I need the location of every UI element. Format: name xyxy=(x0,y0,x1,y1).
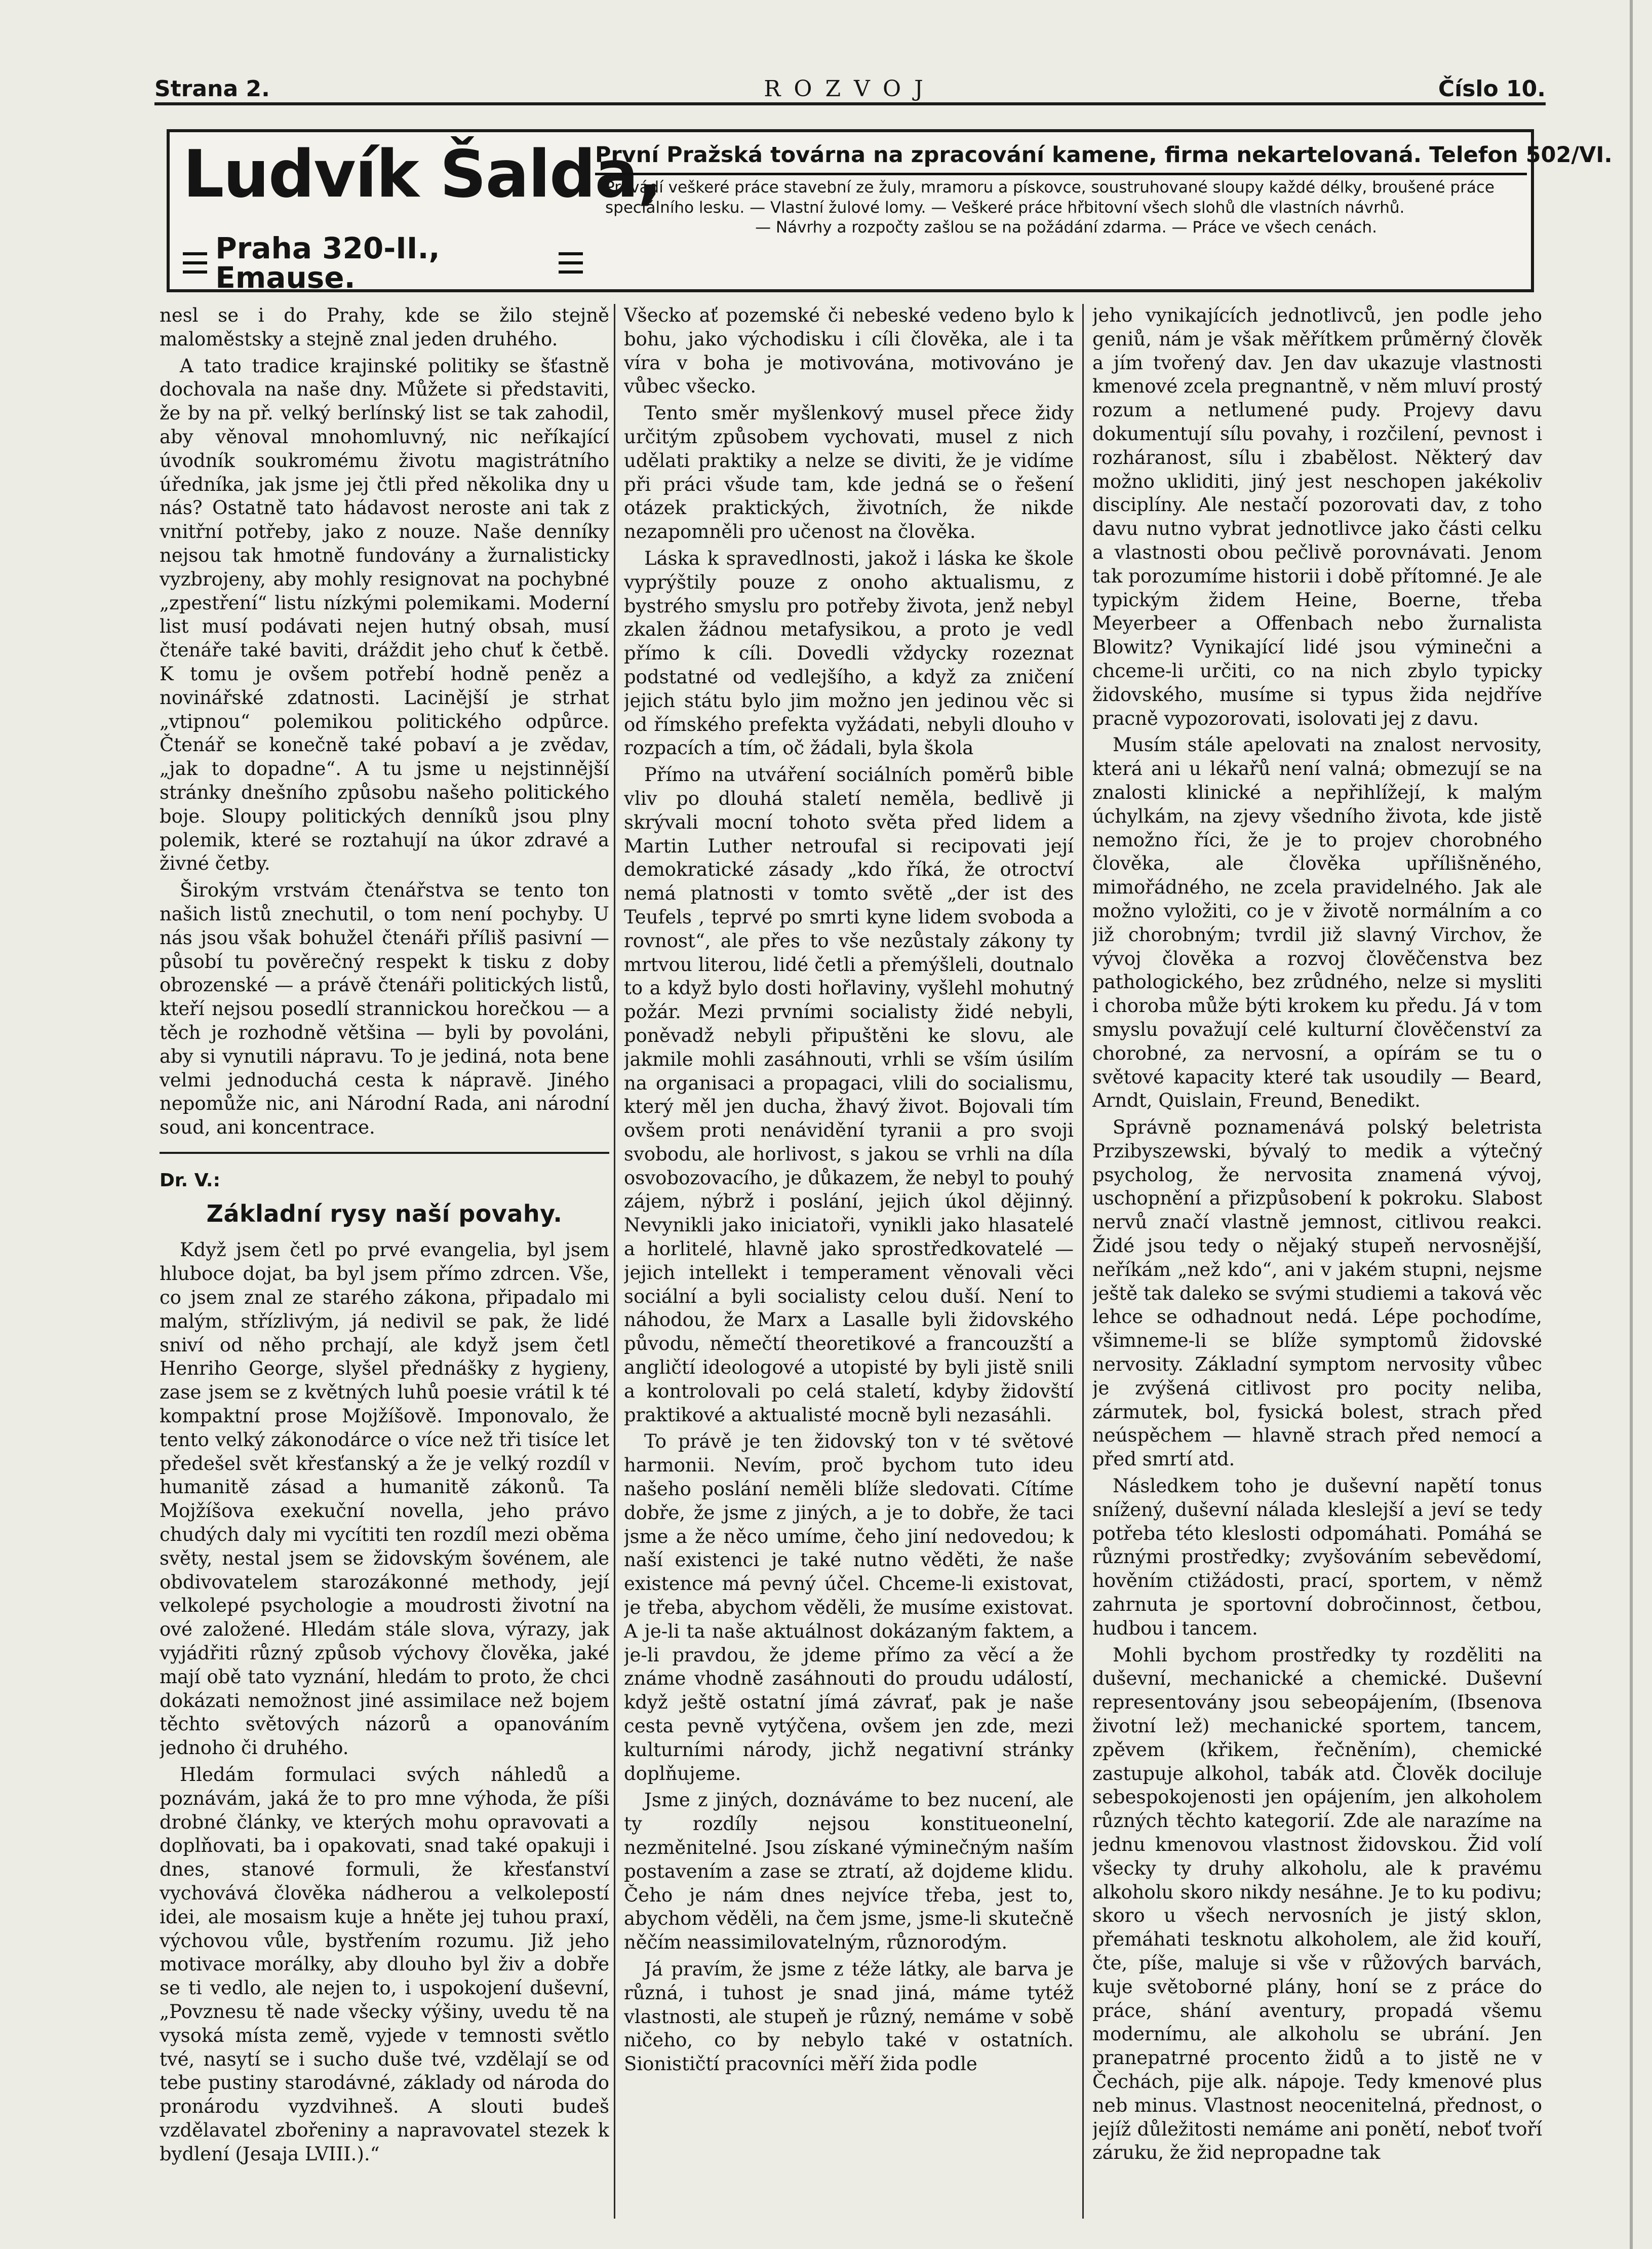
scan-edge-mark xyxy=(1630,0,1633,2249)
article-columns xyxy=(154,304,1546,2219)
advertisement-box xyxy=(167,129,1612,295)
paragraph: Správně poznamenává polský beletrista Przibyszewski, bývalý to medik a výtečný psycholog, že nervosita znamená vývoj, uschopnění a přizpůsobení k pokroku. Slabost nervů značí vlastně jemnost, citlivou reakci. Židé jsou tedy o nějaký stupeň nervosnější, neříkám „než kdo“, ani v jakém stupni, nejsme ještě tak daleko se svými studiemi a taková věc lehce se odhadnout nedá. Lépe pochodíme, všimneme-li se blíže symptomů židovské nervosity. Základní symptom nervosity vůbec je zvýšená citlivost pro pocity neliba, zármutek, bol, fysická bolest, strach před neúspěchem — hlavně strach před nemocí a před smrtí atd. xyxy=(1092,1116,1542,1470)
ad-line: — Návrhy a rozpočty zašlou se na požádání zdarma. — Práce ve všech cenách. xyxy=(755,218,1377,237)
paragraph: Když jsem četl po prvé evangelia, byl jsem hluboce dojat, ba byl jsem přímo zdrcen. Vše, co jsem znal ze starého zákona, připadalo mi malým, střízlivým, já nedivil se pak, že lidé sniví od něho prchají, ale když jsem četl Henriho George, slyšel přednášky z hygieny, zase jsem se z květných luhů poesie vrátil k té kompaktní prose Mojžíšově. Imponovalo, že tento velký zákonodárce o více než tři tisíce let předešel svět křesťanský a že je velký rozdíl v humanitě zásad a humanitě zákonů. Ta Mojžíšova exekuční novella, jeho právo chudých daly mi vycítiti ten rozdíl mezi oběma světy, nestal jsem se židovským šovénem, ale obdivovatelem starozákonné methody, její velkolepé psychologie a moudrosti životní na ové založené. Hledám stále slova, výrazy, jak vyjádřiti různý způsob výchovy člověka, jaké mají obě tato vyznání, hledám to proto, že chci dokázati nemožnost jiné assimilace než bojem těchto světových názorů a opanováním jednoho či druhého. xyxy=(160,1239,609,1759)
paragraph: Musím stále apelovati na znalost nervosity, která ani u lékařů není valná; obmezují se na znalosti klinické a nepřihlížejí, k malým úchylkám, na zjevy všedního života, kde jistě nemožno říci, že je to projev chorobného člověka, ale člověka upřílišněného, mimořádného, ne zcela pravidelného. Jak ale možno vyložiti, co je v životě normálním a co již chorobným; tvrdil již slavný Virchov, že vývoj člověka a rozvoj člověčenstva bez pathologického, bez zrůdného, nelze si mysliti i choroba může býti krokem ku předu. Já v tom smyslu považují celé kulturní člověčenství za chorobné, za nervosní, a opírám se tu o světové kapacity které tak usoudily — Beard, Arndt, Quislain, Freund, Benedikt. xyxy=(1092,734,1542,1112)
issue-number: Číslo 10. xyxy=(1438,76,1546,102)
paragraph: jeho vynikajících jednotlivců, jen podle jeho geniů, nám je však měřítkem průměrný člověk a jím tvořený dav. Jen dav ukazuje vlastnosti kmenové zcela pregnantně, v něm mluví prostý rozum a netlumené pudy. Projevy davu dokumentují sílu povahy, i rozčilení, pevnost i rozháranost, sílu i zbabělost. Některý dav možno ukliditi, jiný jest neschopen jakékoliv disciplíny. Ale nestačí pozorovati dav, z toho davu nutno vybrat jednotlivce jako části celku a vlastnosti obou pečlivě porovnávati. Jenom tak porozumíme historii i době přítomné. Je ale typickým židem Heine, Boerne, třeba Meyerbeer a Offenbach nebo žurnalista Blowitz? Vynikající lidé jsou výminečni a chceme-li určiti, co na nich zbylo typicky židovského, musíme si typus žida nejdříve pracně vypozorovati, isolovati jej z davu. xyxy=(1092,304,1542,729)
paragraph: Mohli bychom prostředky ty rozděliti na duševní, mechanické a chemické. Duševní representovány jsou sebeopájením, (Ibsenova životní lež) mechanické sportem, tancem, zpěvem (křikem, řečněním), chemické zastupuje alkohol, tabák atd. Člověk dociluje sebespokojenosti jen opájením, jen alkoholem různých těchto kategorií. Zde ale narazíme na jednu kmenovou vlastnost židovskou. Žid volí všecky ty druhy alkoholu, ale k pravému alkoholu skoro nikdy nesáhne. Je to ku podivu; skoro u všech nervosních je jistý sklon, přemáhati tesknotu alkoholem, ale žid kouří, čte, píše, maluje si vše v růžových barvách, kuje světoborné plány, honí se z práce do práce, shání aventury, propadá všemu modernímu, ale alkoholu se ubrání. Jen pranepatrné procento židů a to jistě ne v Čechách, pije alk. nápoje. Tedy kmenové plus neb minus. Vlastnost neocenitelná, přednost, o jejíž důležitosti nemáme ani ponětí, neboť tvoří záruku, že žid nepropadne tak xyxy=(1092,1644,1542,2164)
ornament-bars-icon xyxy=(559,252,583,274)
paragraph: nesl se i do Prahy, kde se žilo stejně maloměstsky a stejně znal jeden druhého. xyxy=(160,304,609,350)
page-number: Strana 2. xyxy=(154,76,270,102)
ad-address-text: Praha 320-II., Emause. xyxy=(215,231,440,295)
paragraph: Hledám formulaci svých náhledů a poznávám, jaká že to pro mne výhoda, že píši drobné články, ve kterých mohu opravovati a doplňovati, ba i opakovati, snad také opakuji i dnes, stanové formuli, že křesťanství vychovává člověka nádherou a velkolepostí idei, ale mosaism kuje a hněte jej tuhou praxí, výchovou vůle, bystřením rozumu. Již jeho motivace morálky, aby dlouho byl živ a dobře se ti vedlo, ale nejen to, i uspokojení duševní, „Povznesu tě nade všecky výšiny, uvedu tě na vysoká místa země, vyjede v temnosti světlo tvé, nasytí se i sucho duše tvé, vzdělají se od tebe pustiny starodávné, základy od národa do pronárodu vyzdvihneš. A slouti budeš vzdělavatel zbořeniny a napravovatel stezek k bydlení (Jesaja LVIII.).“ xyxy=(160,1764,609,2165)
column-3 xyxy=(1092,304,1542,2219)
column-1 xyxy=(160,304,609,2219)
column-2 xyxy=(624,304,1074,2219)
ad-company-name: Ludvík Šalda, xyxy=(183,137,661,212)
header-rule xyxy=(154,102,1546,105)
paragraph: Láska k spravedlnosti, jakož i láska ke škole vyprýštily pouze z onoho aktualismu, z bystrého smyslu pro potřeby života, jenž nebyl zkalen žádnou metafysikou, a proto je vedl přímo k cíli. Dovedli vždycky rozeznat podstatné od vedlejšího, a když za zničení jejich státu bylo jim možno jen jedinou věc si od římského prefekta vyžádati, nebyli dlouho v rozpacích a tím, oč žádali, byla škola xyxy=(624,547,1074,759)
paragraph: Všecko ať pozemské či nebeské vedeno bylo k bohu, jako východisku i cíli člověka, ale i ta víra v boha je motivována, motivováno je vůbec všecko. xyxy=(624,304,1074,398)
ad-line: Provádí veškeré práce stavební ze žuly, mramoru a pískovce, soustruhované sloupy každé délky, broušené práce speciálního lesku. — Vlastní žulové lomy. — Veškeré práce hřbitovní všech slohů dle vlastních návrhů. xyxy=(605,178,1494,217)
paragraph: To právě je ten židovský ton v té světové harmonii. Nevím, proč bychom tuto ideu našeho poslání neměli blíže sledovati. Cítíme dobře, že jsme z jiných, a je to dobře, že taci jsme a že něco umíme, čeho jiní nedovedou; k naší existenci je také nutno věděti, že naše existence má pevný účel. Chceme-li existovat, je třeba, abychom věděli, že musíme existovat. A je-li ta naše aktuálnost dokázaným faktem, a je-li pravdou, že jdeme přímo za věcí a že známe vhodně zasáhnouti do proudu událostí, když ještě ostatní jímá závrať, pak je naše cesta pevně vytýčena, ovšem jen zde, mezi kulturními národy, jichž negativní stránky doplňujeme. xyxy=(624,1430,1074,1785)
running-header xyxy=(154,66,1546,106)
paragraph: Já pravím, že jsme z téže látky, ale barva je různá, i tuhost je snad jiná, máme tytéž vlastnosti, ale stupeň je různý, nemáme v sobě ničeho, co by nebylo také v ostatních. Sionističtí pracovníci měří žida podle xyxy=(624,1958,1074,2075)
paragraph: Tento směr myšlenkový musel přece židy určitým způsobem vychovati, musel z nich udělati praktiky a nelze se diviti, že je vidíme při práci všude tam, kde jedná se o řešení otázek praktických, životních, že nikde nezapomněli pro učenost na člověka. xyxy=(624,402,1074,543)
ornament-bars-icon xyxy=(183,252,207,274)
article-divider xyxy=(160,1152,609,1154)
newspaper-page xyxy=(154,56,1612,2229)
column-rule xyxy=(1082,304,1084,2219)
paragraph: A tato tradice krajinské politiky se šťastně dochovala na naše dny. Můžete si představiti, že by na př. velký berlínský list se tak zahodil, aby věnoval mnohomluvný, nic neříkající úvodník soukromému životu magistrátního úředníka, jak jsme jej čtli před několika dny u nás? Ostatně tato hádavost neroste ani tak z vnitřní potřeby, jako z nouze. Naše denníky nejsou tak hmotně fundovány a žurnalisticky vyzbrojeny, aby mohly resignovat na pochybné „zpestření“ listu nízkými polemikami. Moderní list musí podávati nejen hutný obsah, musí čtenáře také baviti, dráždit jeho chuť k četbě. K tomu je ovšem potřebí hodně peněz a novinářské zdatnosti. Lacinější je strhat „vtipnou“ polemikou politického odpůrce. Čtenář se konečně také pobaví a je zvědav, „jak to dopadne“. A tu jsme u nejstinnější stránky dnešního způsobu našeho politického boje. Sloupy politických denníků jsou plny polemik, které se roztahují na úkor zdravé a živné četby. xyxy=(160,355,609,875)
paragraph: Jsme z jiných, doznáváme to bez nucení, ale ty rozdíly nejsou konstitueonelní, nezměnitelné. Jsou získané výminečným naším postavením a zase se ztratí, až dojdeme klidu. Čeho je nám dnes nejvíce třeba, jest to, abychom věděli, na čem jsme, jsme-li skutečně něčím neassimilovatelným, různorodým. xyxy=(624,1789,1074,1954)
paragraph: Přímo na utváření sociálních poměrů bible vliv po dlouhá staletí neměla, bedlivě ji skrývali mocní tohoto světa před lidem a Martin Luther netroufal si recipovati její demokratické zásady „kdo říká, že otroctví nemá platnosti v tomto světě „der ist des Teufels , teprvé po smrti kyne lidem svoboda a rovnost“, ale přes to vše nezůstaly zákony ty mrtvou literou, lidé četli a přemýšleli, doutnalo to a když bylo dosti hořlaviny, vyšlehl mohutný požár. Mezi prvními socialisty židé nebyli, poněvadž nebyli připuštěni ke slovu, ale jakmile mohli zasáhnouti, vrhli se vším úsilím na organisaci a propagaci, vlili do socialismu, který měl jen ducha, žhavý život. Bojovali tím ovšem proti nenávidění tyranii a pro svoji svobodu, ale horlivost, s jakou se vrhli na díla osvobozovacího, je důkazem, že nebyl to pouhý zájem, nýbrž i poslání, jejich úkol dějinný. Nevynikli jako iniciatoři, vynikli jako hlasatelé a horlitelé, hlavně jako sprostředkovatelé — jejich intellekt i temperament věnovali věci sociální a byli socialisty celou duší. Není to náhodou, že Marx a Lasalle byli židovského původu, němečtí theoretikové a francouzští a angličtí ideologové a utopisté by byli jistě snili a kontrolovali po celá staletí, kdyby židovští praktikové a aktualisté mocně byli nezasáhli. xyxy=(624,764,1074,1426)
ad-body xyxy=(605,178,1527,238)
paragraph: Následkem toho je duševní napětí tonus snížený, duševní nálada kleslejší a jeví se tedy potřeba této kleslosti odpomáhati. Pomáhá se různými prostředky; zvyšováním sebevědomí, hověním ctižádosti, prací, sportem, v němž zahrnuta je sportovní dobročinnost, četbou, hudbou i tancem. xyxy=(1092,1475,1542,1639)
ad-headline: První Pražská továrna na zpracování kamene, firma nekartelovaná. Telefon 502/VI. xyxy=(595,142,1527,175)
journal-title: ROZVOJ xyxy=(764,76,936,102)
column-rule xyxy=(614,304,615,2219)
paragraph: Širokým vrstvám čtenářstva se tento ton našich listů znechutil, o tom není pochyby. U nás jsou však bohužel čtenáři příliš pasivní — působí tu pověrečný respekt k tisku z doby obrozenské — a právě čtenáři politických listů, kteří nejsou posedlí strannickou horečkou — a těch je rozhodně většina — byli by povoláni, aby si vynutili nápravu. To je jediná, nota bene velmi jednoduchá cesta k nápravě. Jiného nepomůže nic, ani Národní Rada, ani národní soud, ani koncentrace. xyxy=(160,879,609,1139)
ad-address xyxy=(183,231,583,295)
article-title: Základní rysy naší povahy. xyxy=(206,1199,563,1227)
article-byline: Dr. V.: xyxy=(160,1170,221,1191)
